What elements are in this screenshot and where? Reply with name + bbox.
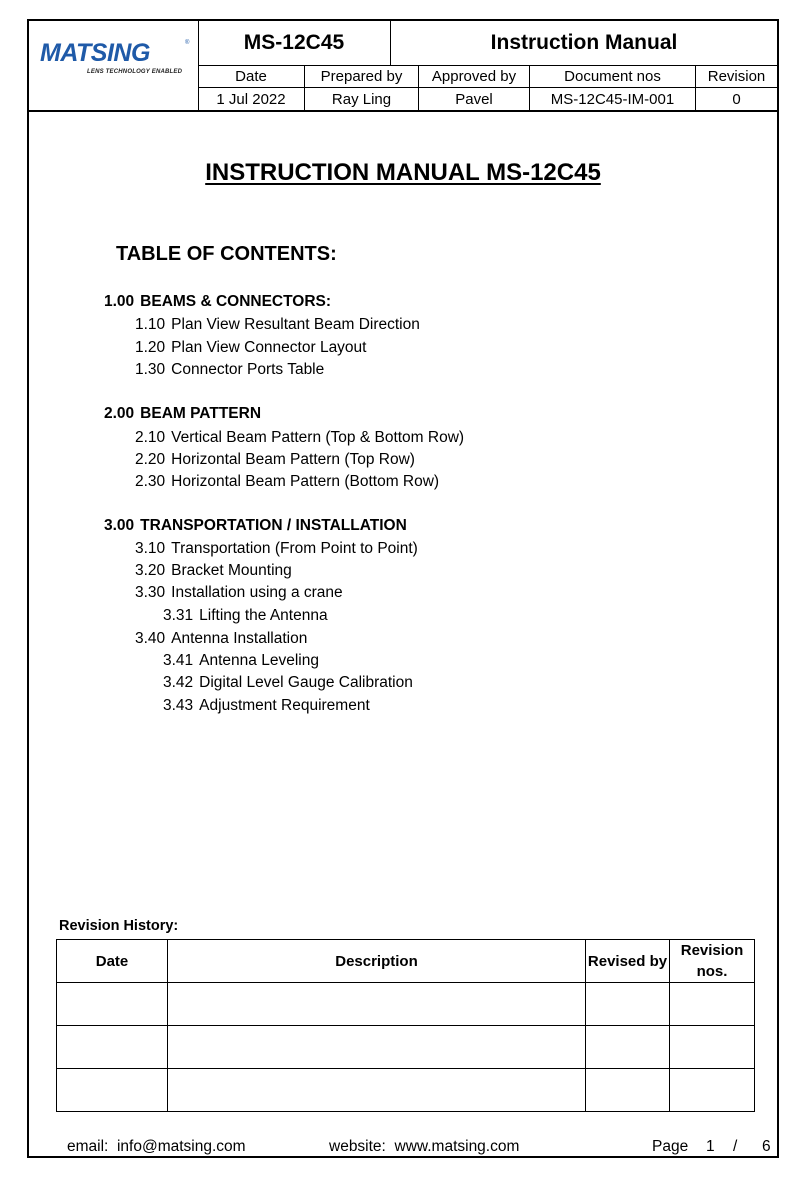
document-type: Instruction Manual xyxy=(391,21,777,66)
header-col-approved-by: Approved by xyxy=(419,66,530,88)
toc-entry-number: 3.40 xyxy=(135,630,166,647)
toc-entry xyxy=(135,630,307,648)
table-row xyxy=(57,1069,755,1112)
col-header-date: Date xyxy=(57,940,168,983)
toc-entry-number: 2.20 xyxy=(135,451,166,468)
page-title-text: INSTRUCTION MANUAL MS-12C45 xyxy=(205,159,601,186)
toc-entry-label: Lifting the Antenna xyxy=(199,607,328,624)
toc-entry-number: 1.30 xyxy=(135,361,166,378)
table-cell xyxy=(168,983,586,1026)
toc-entry xyxy=(163,674,413,692)
header-document-nos-value: MS-12C45-IM-001 xyxy=(530,88,696,110)
toc-entry-number: 1.20 xyxy=(135,339,166,356)
toc-entry xyxy=(163,652,319,670)
toc-entry-number: 3.30 xyxy=(135,584,166,601)
table-row xyxy=(57,983,755,1026)
toc-entry-label: Installation using a crane xyxy=(171,584,343,601)
footer-email-link[interactable]: info@matsing.com xyxy=(116,1138,246,1155)
toc-entry-label: Antenna Leveling xyxy=(199,652,319,669)
footer-page-current: 1 xyxy=(706,1138,715,1155)
table-cell xyxy=(670,983,755,1026)
toc-entry xyxy=(104,293,331,311)
toc-entry xyxy=(135,540,418,558)
table-cell xyxy=(57,1069,168,1112)
toc-entry-label: TRANSPORTATION / INSTALLATION xyxy=(140,517,407,534)
toc-entry-number: 3.42 xyxy=(163,674,194,691)
logo-registered-mark: ® xyxy=(185,40,190,46)
toc-entry-label: Plan View Resultant Beam Direction xyxy=(171,316,420,333)
toc-entry-number: 3.20 xyxy=(135,562,166,579)
toc-entry xyxy=(135,473,439,491)
table-cell xyxy=(168,1069,586,1112)
footer-page-separator: / xyxy=(733,1138,738,1155)
toc-entry xyxy=(135,429,464,447)
table-cell xyxy=(57,1026,168,1069)
company-logo xyxy=(29,21,199,110)
toc-entry-number: 3.31 xyxy=(163,607,194,624)
col-header-description: Description xyxy=(168,940,586,983)
toc-entry xyxy=(135,316,420,334)
header-col-document-nos: Document nos xyxy=(530,66,696,88)
logo-tagline: LENS TECHNOLOGY ENABLED xyxy=(87,69,183,75)
table-row xyxy=(57,1026,755,1069)
toc-entry-number: 2.00 xyxy=(104,405,135,422)
logo-wordmark: MATSING xyxy=(40,39,150,67)
document-page xyxy=(27,19,779,1158)
header-col-date: Date xyxy=(198,66,305,88)
toc-entry-label: BEAMS & CONNECTORS: xyxy=(140,293,332,310)
toc-entry-number: 2.30 xyxy=(135,473,166,490)
table-cell xyxy=(168,1026,586,1069)
toc-entry xyxy=(135,562,292,580)
header-col-prepared-by: Prepared by xyxy=(305,66,419,88)
revision-history-table xyxy=(56,939,755,1112)
header-col-revision: Revision xyxy=(696,66,777,88)
footer-page-total: 6 xyxy=(762,1138,771,1155)
footer-email-label: email: xyxy=(67,1138,109,1155)
toc-entry-label: Connector Ports Table xyxy=(171,361,325,378)
toc-entry-number: 1.10 xyxy=(135,316,166,333)
toc-entry-label: Digital Level Gauge Calibration xyxy=(199,674,413,691)
toc-entry xyxy=(135,451,415,469)
toc-entry xyxy=(135,584,343,602)
toc-entry-number: 3.41 xyxy=(163,652,194,669)
toc-entry-number: 3.10 xyxy=(135,540,166,557)
table-header-row xyxy=(57,940,755,983)
col-header-revision-nos: Revision nos. xyxy=(670,940,755,983)
header-approved-by-value: Pavel xyxy=(419,88,530,110)
toc-entry-label: Horizontal Beam Pattern (Top Row) xyxy=(171,451,415,468)
model-number: MS-12C45 xyxy=(198,21,391,66)
toc-entry xyxy=(163,697,370,715)
revision-history-label: Revision History: xyxy=(59,918,179,934)
toc-entry-label: Antenna Installation xyxy=(171,630,308,647)
toc-entry-label: Transportation (From Point to Point) xyxy=(171,540,418,557)
toc-entry xyxy=(163,607,328,625)
footer-website xyxy=(329,1138,519,1156)
header-prepared-by-value: Ray Ling xyxy=(305,88,419,110)
toc-entry xyxy=(104,517,407,535)
footer-page-label: Page xyxy=(652,1138,689,1155)
header-revision-value: 0 xyxy=(732,90,741,108)
table-cell xyxy=(586,1069,670,1112)
toc-entry-label: Plan View Connector Layout xyxy=(171,339,367,356)
toc-entry xyxy=(104,405,261,423)
toc-entry xyxy=(135,361,324,379)
table-cell xyxy=(670,1026,755,1069)
footer-website-label: website: xyxy=(329,1138,386,1155)
col-header-revised-by: Revised by xyxy=(586,940,670,983)
toc-heading: TABLE OF CONTENTS: xyxy=(116,243,337,265)
table-cell xyxy=(586,1026,670,1069)
toc-entry-label: Bracket Mounting xyxy=(171,562,292,579)
toc-entry xyxy=(135,339,366,357)
toc-entry-label: BEAM PATTERN xyxy=(140,405,262,422)
page-title xyxy=(29,159,777,187)
document-header xyxy=(29,21,777,112)
toc-entry-number: 3.43 xyxy=(163,697,194,714)
table-cell xyxy=(586,983,670,1026)
toc-entry-number: 1.00 xyxy=(104,293,135,310)
table-cell xyxy=(57,983,168,1026)
toc-entry-number: 2.10 xyxy=(135,429,166,446)
toc-entry-label: Horizontal Beam Pattern (Bottom Row) xyxy=(171,473,440,490)
toc-entry-number: 3.00 xyxy=(104,517,135,534)
toc-entry-label: Vertical Beam Pattern (Top & Bottom Row) xyxy=(171,429,465,446)
header-date-value: 1 Jul 2022 xyxy=(198,88,305,110)
table-cell xyxy=(670,1069,755,1112)
footer-website-link[interactable]: www.matsing.com xyxy=(394,1138,520,1155)
toc-entry-label: Adjustment Requirement xyxy=(199,697,370,714)
footer-email xyxy=(67,1138,246,1156)
